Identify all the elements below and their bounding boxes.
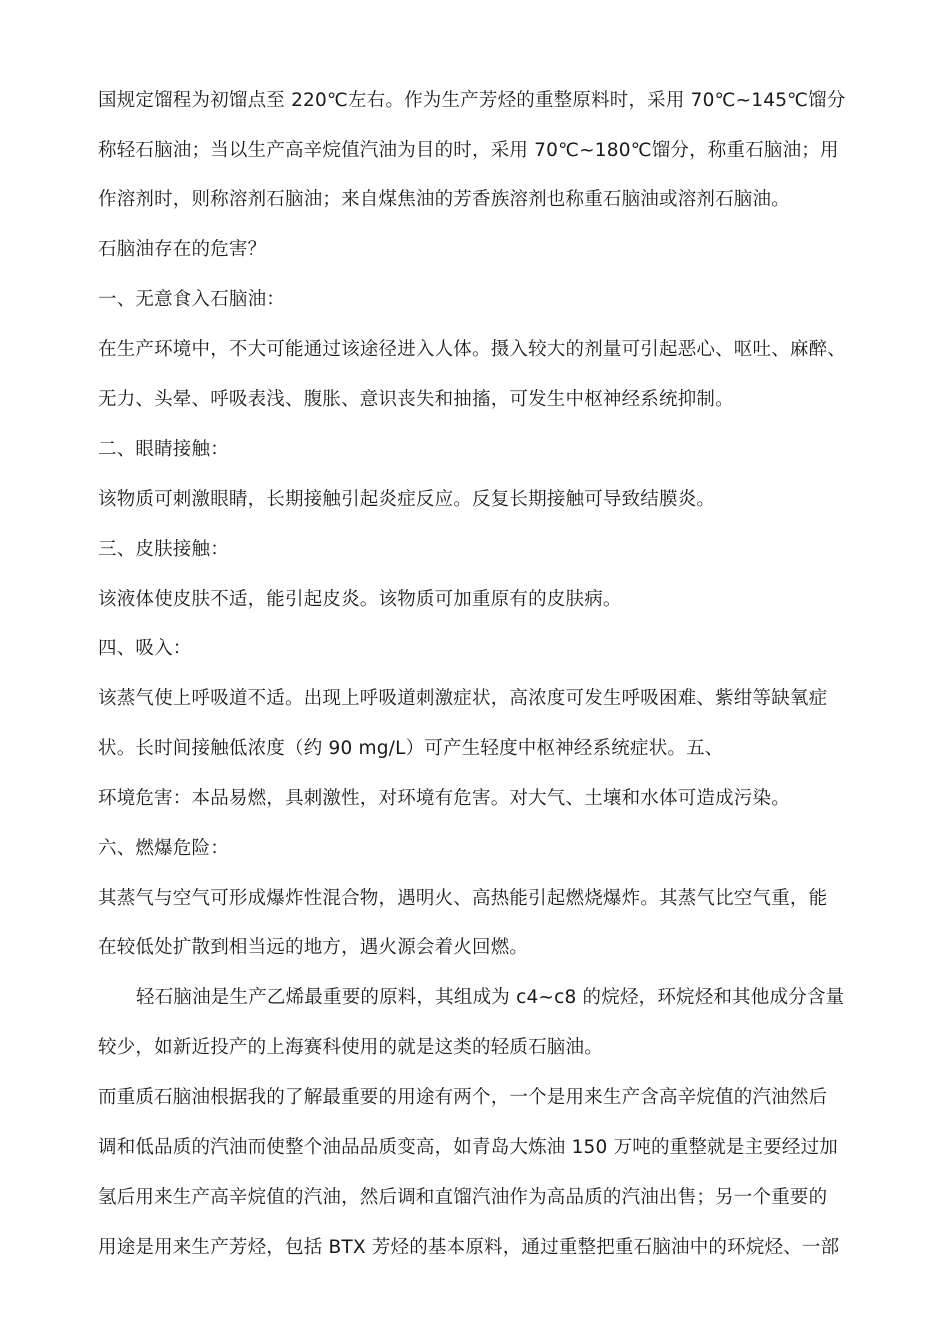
heading-inhalation: 四、吸入：	[98, 638, 192, 659]
text-line-9: 该物质可刺激眼睛，长期接触引起炎症反应。反复长期接触可导致结膜炎。	[98, 489, 716, 510]
text-line-2: 称轻石脑油；当以生产高辛烷值汽油为目的时，采用 70℃~180℃馏分，称重石脑油；用	[98, 140, 839, 161]
text-line-23: 氢后用来生产高辛烷值的汽油，然后调和直馏汽油作为高品质的汽油出售；另一个重要的	[98, 1187, 828, 1208]
text-line-11: 该液体使皮肤不适，能引起皮炎。该物质可加重原有的皮肤病。	[98, 589, 622, 610]
text-line-14: 状。长时间接触低浓度（约 90 mg/L）可产生轻度中枢神经系统症状。五、	[98, 738, 724, 759]
text-line-21: 而重质石脑油根据我的了解最重要的用途有两个，一个是用来生产含高辛烷值的汽油然后	[98, 1087, 828, 1108]
heading-eye-contact: 二、眼睛接触：	[98, 439, 229, 460]
text-line-22: 调和低品质的汽油而使整个油品品质变高，如青岛大炼油 150 万吨的重整就是主要经过加	[98, 1137, 838, 1158]
text-line-6: 在生产环境中，不大可能通过该途径进入人体。摄入较大的剂量可引起恶心、呕吐、麻醉、	[98, 339, 847, 360]
text-line-3: 作溶剂时，则称溶剂石脑油；来自煤焦油的芳香族溶剂也称重石脑油或溶剂石脑油。	[98, 189, 790, 210]
text-line-24: 用途是用来生产芳烃，包括 BTX 芳烃的基本原料，通过重整把重石脑油中的环烷烃、一部	[98, 1237, 840, 1258]
section-question: 石脑油存在的危害？	[98, 239, 267, 260]
text-line-19: 轻石脑油是生产乙烯最重要的原料，其组成为 c4~c8 的烷烃，环烷烃和其他成分含量	[136, 987, 845, 1008]
heading-ingestion: 一、无意食入石脑油：	[98, 289, 286, 310]
text-line-17: 其蒸气与空气可形成爆炸性混合物，遇明火、高热能引起燃烧爆炸。其蒸气比空气重，能	[98, 888, 828, 909]
text-line-18: 在较低处扩散到相当远的地方，遇火源会着火回燃。	[98, 937, 529, 958]
text-line-1: 国规定馏程为初馏点至 220℃左右。作为生产芳烃的重整原料时，采用 70℃~145℃馏分	[98, 90, 846, 111]
heading-skin-contact: 三、皮肤接触：	[98, 539, 229, 560]
text-line-15: 环境危害：本品易燃，具刺激性，对环境有危害。对大气、土壤和水体可造成污染。	[98, 788, 790, 809]
heading-explosion: 六、燃爆危险：	[98, 838, 229, 859]
text-line-20: 较少，如新近投产的上海赛科使用的就是这类的轻质石脑油。	[98, 1037, 603, 1058]
text-line-13: 该蒸气使上呼吸道不适。出现上呼吸道刺激症状，高浓度可发生呼吸困难、紫绀等缺氧症	[98, 688, 828, 709]
text-line-7: 无力、头晕、呼吸表浅、腹胀、意识丧失和抽搐，可发生中枢神经系统抑制。	[98, 389, 734, 410]
